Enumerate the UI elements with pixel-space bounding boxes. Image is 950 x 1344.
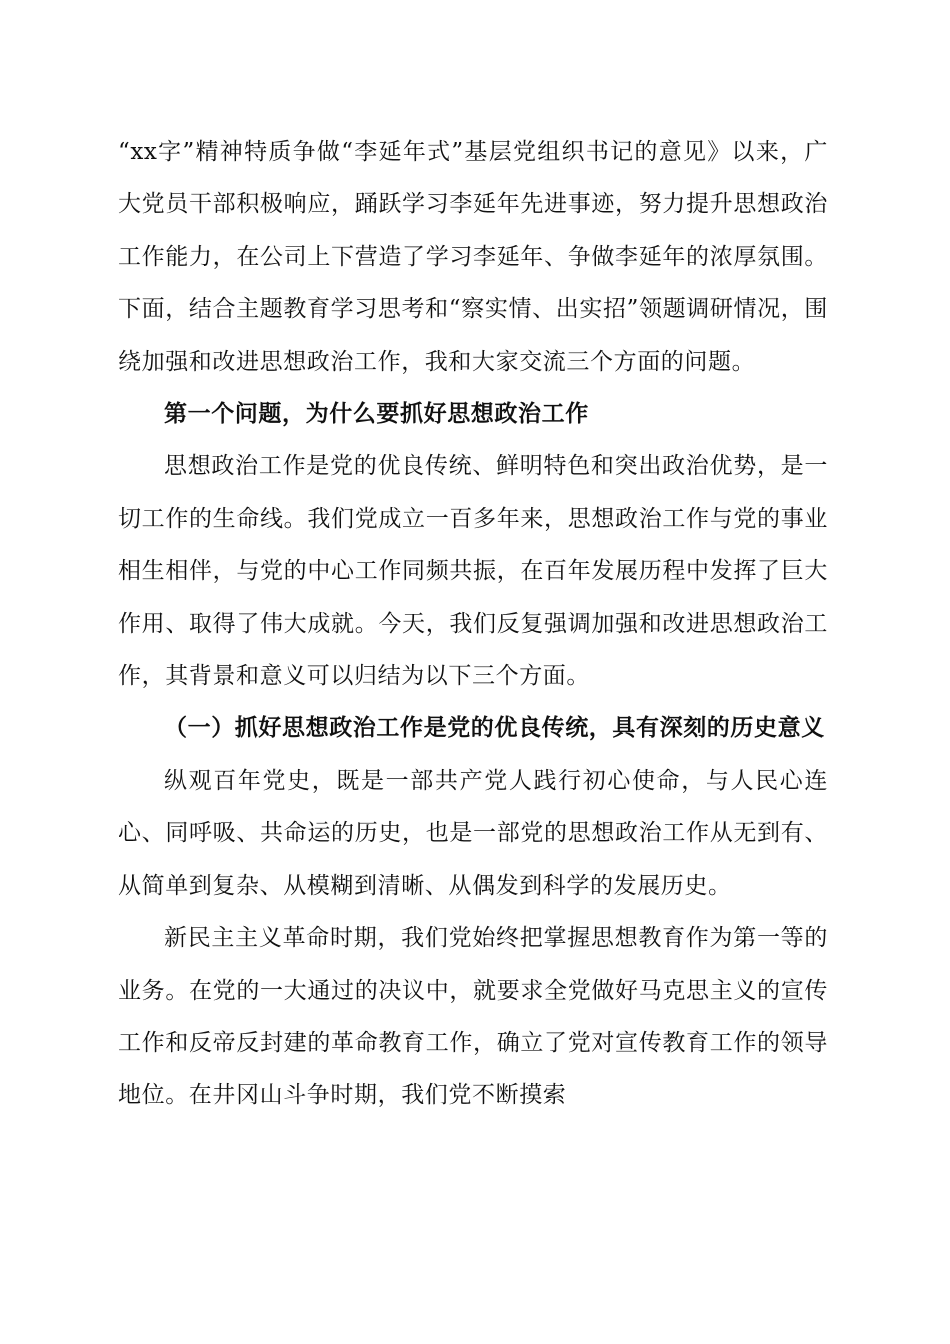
body-paragraph-1: 思想政治工作是党的优良传统、鲜明特色和突出政治优势，是一切工作的生命线。我们党成立一百多年来，思想政治工作与党的事业相生相伴，与党的中心工作同频共振，在百年发展历程中发挥了巨大作用、取得了伟大成就。今天，我们反复强调加强和改进思想政治工作，其背景和意义可以归结为以下三个方面。 (118, 453, 828, 690)
section-heading-1: 第一个问题，为什么要抓好思想政治工作 (164, 400, 589, 428)
subsection-heading-1: （一）抓好思想政治工作是党的优良传统，具有深刻的历史意义 (164, 714, 825, 742)
body-paragraph-3: 新民主主义革命时期，我们党始终把掌握思想教育作为第一等的业务。在党的一大通过的决议中，就要求全党做好马克思主义的宣传工作和反帝反封建的革命教育工作，确立了党对宣传教育工作的领导地位。在井冈山斗争时期，我们党不断摸索 (118, 925, 828, 1109)
paragraph-continuation: “xx字”精神特质争做“李延年式”基层党组织书记的意见》以来，广大党员干部积极响应，踊跃学习李延年先进事迹，努力提升思想政治工作能力，在公司上下营造了学习李延年、争做李延年的浓厚氛围。下面，结合主题教育学习思考和“察实情、出实招”领题调研情况，围绕加强和改进思想政治工作，我和大家交流三个方面的问题。 (118, 139, 828, 375)
document-page (118, 126, 828, 1122)
body-paragraph-2: 纵观百年党史，既是一部共产党人践行初心使命，与人民心连心、同呼吸、共命运的历史，也是一部党的思想政治工作从无到有、从简单到复杂、从模糊到清晰、从偶发到科学的发展历史。 (118, 767, 828, 899)
